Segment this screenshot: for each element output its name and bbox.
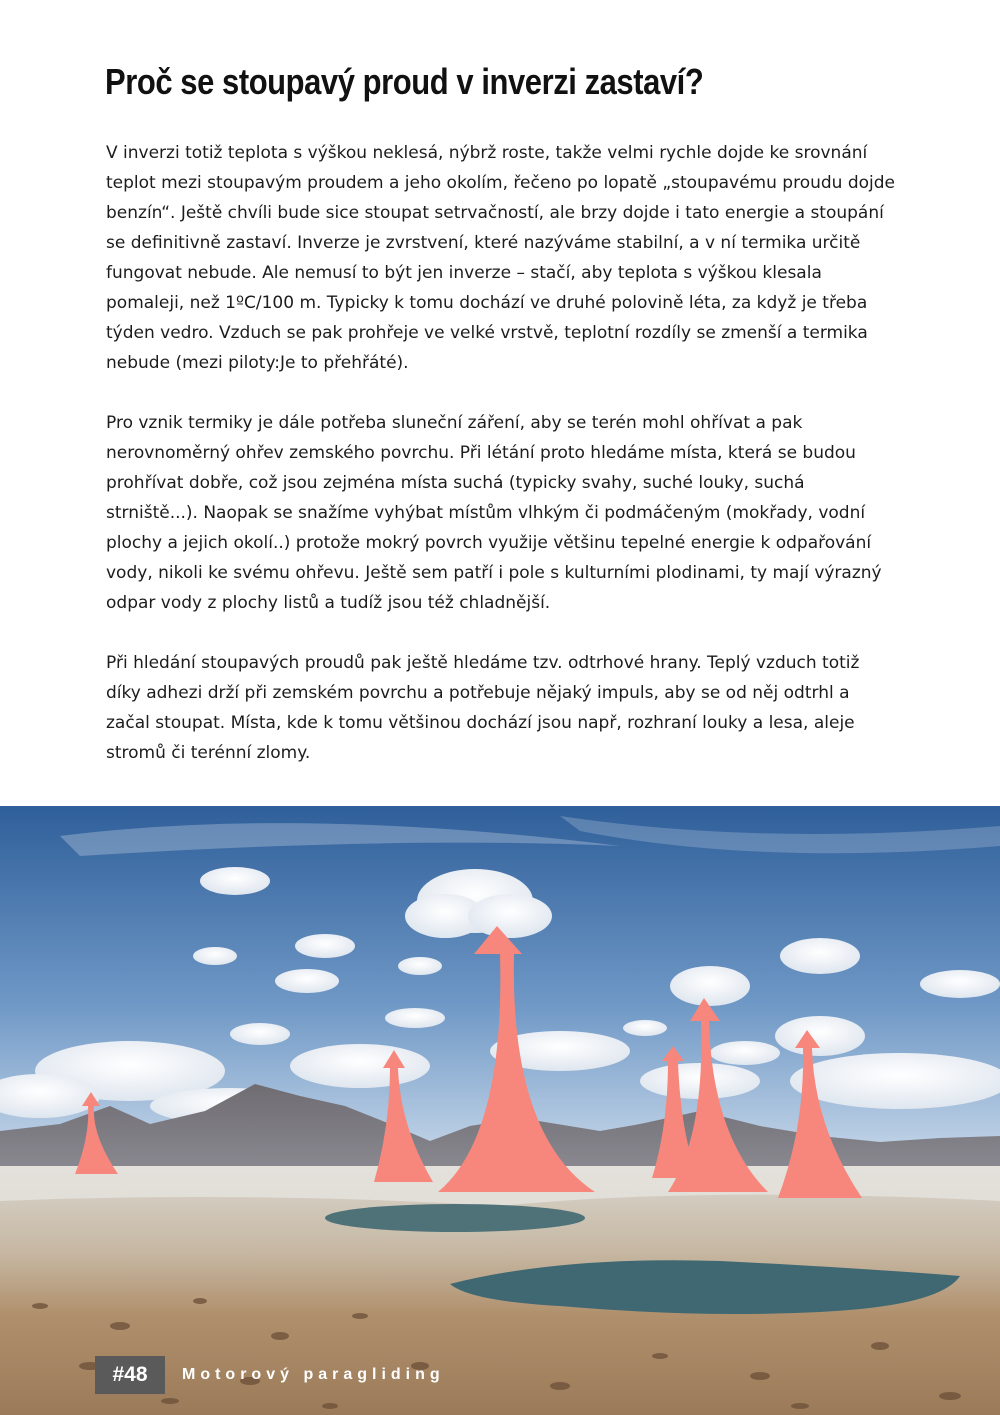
paragraph-solar-heating: Pro vznik termiky je dále potřeba sluneční záření, aby se terén mohl ohřívat a pak nerovnoměrný ohřev zemského povrchu. Při létání proto hledáme místa, která se budou prohřívat dobře, což jsou zejména místa suchá (typicky svahy, suché louky, suchá strniště...). Naopak se snažíme vyhýbat místům vlhkým či podmáčeným (mokřady, vodní plochy a jejich okolí..) protože mokrý povrch využije většinu tepelné energie k odpařování vody, nikoli ke svému ohřevu. Ještě sem patří i pole s kulturními plodinami, ty mají výrazný odpar vody z plochy listů a tudíž jsou též chladnější. xyxy=(106,413,882,613)
lagoon-small xyxy=(325,1204,585,1232)
page-title: Proč se stoupavý proud v inverzi zastaví? xyxy=(105,61,704,102)
landscape-photo xyxy=(0,806,1000,1415)
paragraph-inversion: V inverzi totiž teplota s výškou neklesá, nýbrž roste, takže velmi rychle dojde ke srovnání teplot mezi stoupavým proudem a jeho okolím, řečeno po lopatě „stoupavému proudu dojde benzín“. Ještě chvíli bude sice stoupat setrvačností, ale brzy dojde i tato energie a stoupání se definitivně zastaví. Inverze je zvrstvení, které nazýváme stabilní, a v ní termika určitě fungovat nebude. Ale nemusí to být jen inverze – stačí, aby teplota s výškou klesala pomaleji, než 1ºC/100 m. Typicky k tomu dochází ve druhé polovině léta, za když je třeba týden vedro. Vzduch se pak prohřeje ve velké vrstvě, teplotní rozdíly se zmenší a termika nebude (mezi piloty:Je to přehřáté). xyxy=(106,143,896,373)
article-body xyxy=(106,138,896,798)
publication-title: Motorový paragliding xyxy=(182,1366,445,1383)
thermals-illustration xyxy=(0,806,1000,1415)
paragraph-trigger-edges: Při hledání stoupavých proudů pak ještě hledáme tzv. odtrhové hrany. Teplý vzduch totiž díky adhezi drží při zemském povrchu a potřebuje nějaký impuls, aby se od něj odtrhl a začal stoupat. Místa, kde k tomu většinou dochází jsou např, rozhraní louky a lesa, aleje stromů či terénní zlomy. xyxy=(106,653,860,763)
page-number-badge: #48 xyxy=(95,1356,165,1394)
